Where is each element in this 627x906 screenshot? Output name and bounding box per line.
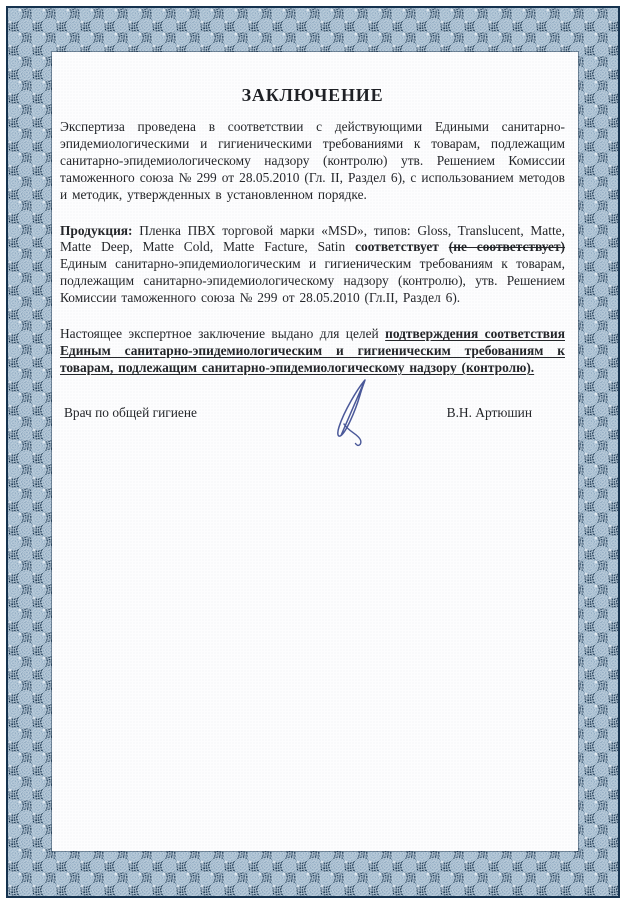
- product-requirements-text: Единым санитарно-эпидемиологическим и гигиеническим требованиям к товарам, подлежащим санитарно-эпидемиологическому надзору (контролю), утв. Решением Комиссии таможенного союза № 299 от 28.05.2010 (Гл.II, Раздел 6).: [60, 256, 565, 306]
- purpose-lead: Настоящее экспертное заключение выдано для целей: [60, 326, 379, 342]
- signature-block: [60, 405, 565, 422]
- conformity-struck-option: (не соответствует): [448, 239, 565, 255]
- signature-name: В.Н. Артюшин: [446, 404, 532, 420]
- expertise-text: Экспертиза проведена в соответствии с действующими Едиными санитарно-эпидемиологическими и гигиеническими требованиями к товарам, подлежащим санитарно-эпидемиологическому надзору (контролю) утв. Решением Комиссии таможенного союза № 299 от 28.05.2010 (Гл. II, Раздел 6), с использованием методов и методик, утвержденных в установленном порядке.: [60, 119, 565, 202]
- conformity-value: соответствует: [355, 239, 439, 255]
- paragraph-product: [60, 223, 565, 308]
- document-body: [52, 52, 578, 851]
- product-description: Пленка ПВХ торговой марки «MSD», типов: Gloss, Translucent, Matte, Matte Deep, Matte Cold, Matte Facture, Satin: [60, 222, 565, 255]
- product-label: Продукция:: [60, 222, 133, 238]
- document-title: ЗАКЛЮЧЕНИЕ: [241, 85, 384, 105]
- purpose-emphasis: подтверждения соответствия Единым санитарно-эпидемиологическим и гигиеническим требованиям к товарам, подлежащим санитарно-эпидемиологическому надзору (контролю).: [60, 326, 565, 375]
- signature-role: Врач по общей гигиене: [64, 404, 197, 420]
- paragraph-purpose: [60, 326, 565, 377]
- handwritten-signature: [332, 377, 374, 449]
- paragraph-expertise: [60, 119, 565, 204]
